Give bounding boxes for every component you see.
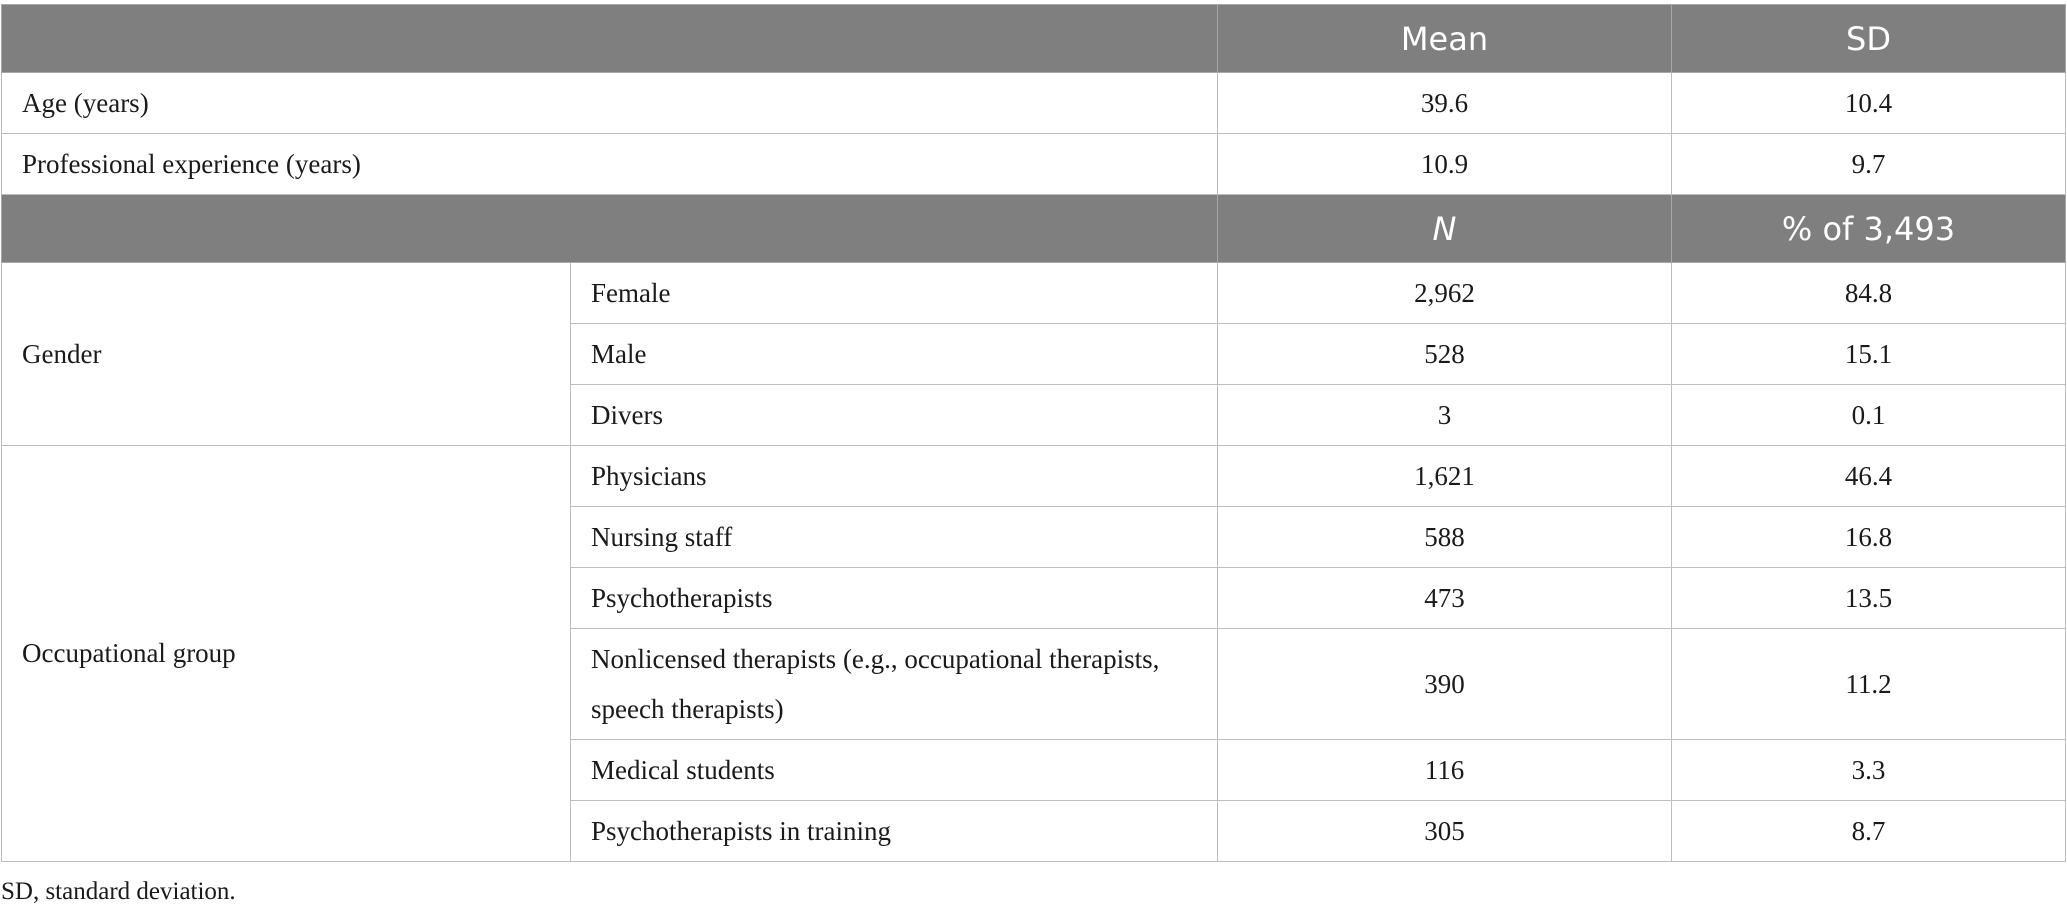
percent-value: 0.1 (1672, 385, 2066, 446)
sd-value: 9.7 (1672, 134, 2066, 195)
category-label: Female (571, 263, 1218, 324)
category-label: Nursing staff (571, 507, 1218, 568)
category-label: Physicians (571, 446, 1218, 507)
header-blank-cell (2, 5, 1218, 73)
table-row (2, 73, 2066, 134)
n-value: 588 (1218, 507, 1672, 568)
n-value: 473 (1218, 568, 1672, 629)
n-value: 305 (1218, 801, 1672, 862)
percent-value: 16.8 (1672, 507, 2066, 568)
table-footnote: SD, standard deviation. (1, 878, 236, 905)
table-row (2, 446, 2066, 507)
category-label: Divers (571, 385, 1218, 446)
n-value: 3 (1218, 385, 1672, 446)
percent-value: 13.5 (1672, 568, 2066, 629)
n-value: 390 (1218, 629, 1672, 740)
category-label: Psychotherapists (571, 568, 1218, 629)
group-label-occupation: Occupational group (2, 446, 571, 862)
mean-value: 39.6 (1218, 73, 1672, 134)
mean-value: 10.9 (1218, 134, 1672, 195)
header-row-continuous (2, 5, 2066, 73)
category-label: Psychotherapists in training (571, 801, 1218, 862)
header-sd: SD (1672, 5, 2066, 73)
percent-value: 46.4 (1672, 446, 2066, 507)
category-label: Male (571, 324, 1218, 385)
n-value: 528 (1218, 324, 1672, 385)
header-blank-cell (2, 195, 1218, 263)
table-row (2, 263, 2066, 324)
group-label-gender: Gender (2, 263, 571, 446)
n-value: 1,621 (1218, 446, 1672, 507)
row-label: Age (years) (2, 73, 1218, 134)
n-value: 2,962 (1218, 263, 1672, 324)
header-n: N (1218, 195, 1672, 263)
category-label: Nonlicensed therapists (e.g., occupational therapists, speech therapists) (571, 629, 1218, 740)
category-label: Medical students (571, 740, 1218, 801)
percent-value: 15.1 (1672, 324, 2066, 385)
header-percent: % of 3,493 (1672, 195, 2066, 263)
percent-value: 8.7 (1672, 801, 2066, 862)
table-row (2, 134, 2066, 195)
percent-value: 3.3 (1672, 740, 2066, 801)
percent-value: 84.8 (1672, 263, 2066, 324)
percent-value: 11.2 (1672, 629, 2066, 740)
row-label: Professional experience (years) (2, 134, 1218, 195)
header-row-categorical (2, 195, 2066, 263)
n-value: 116 (1218, 740, 1672, 801)
demographics-table (1, 4, 2066, 862)
sd-value: 10.4 (1672, 73, 2066, 134)
header-mean: Mean (1218, 5, 1672, 73)
